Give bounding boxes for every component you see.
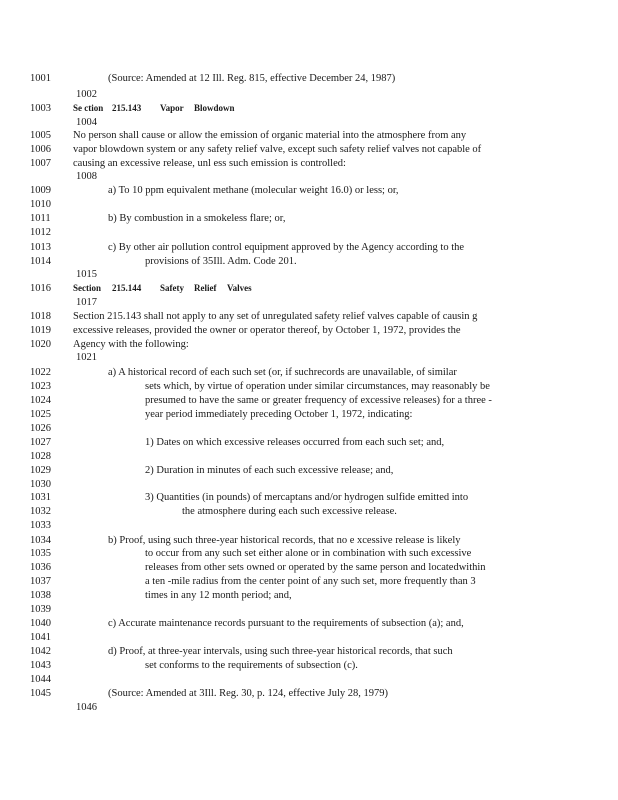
line-1046 xyxy=(0,701,618,714)
line-number: 1036 xyxy=(30,562,51,573)
line-number: 1011 xyxy=(30,213,51,224)
line-1043 xyxy=(0,659,618,672)
line-1044 xyxy=(0,673,618,686)
line-1021 xyxy=(0,351,618,364)
line-number: 1013 xyxy=(30,242,51,253)
line-1033 xyxy=(0,519,618,532)
line-number: 1046 xyxy=(76,702,97,713)
paragraph-text: Section 215.143 shall not apply to any set of unregulated safety relief valves capable of causin g xyxy=(73,311,478,322)
section-number: 215.143 xyxy=(112,103,142,113)
line-1024 xyxy=(0,394,618,407)
section-title-word: Vapor xyxy=(160,103,184,113)
line-number: 1007 xyxy=(30,158,51,169)
line-1022 xyxy=(0,366,618,379)
line-1041 xyxy=(0,631,618,644)
paragraph-text: causing an excessive release, unl ess such emission is controlled: xyxy=(73,158,346,169)
paragraph-text: No person shall cause or allow the emission of organic material into the atmosphere from any xyxy=(73,130,467,141)
section-number: 215.144 xyxy=(112,283,142,293)
line-number: 1035 xyxy=(30,548,51,559)
line-1013 xyxy=(0,241,618,254)
line-number: 1026 xyxy=(30,423,51,434)
line-number: 1038 xyxy=(30,590,51,601)
line-number: 1004 xyxy=(76,117,97,128)
section-label: Section xyxy=(73,283,101,293)
line-1037 xyxy=(0,575,618,588)
section-title-word: Relief xyxy=(194,283,217,293)
line-1003 xyxy=(0,102,618,115)
sub-item-continuation: the atmosphere during each such excessive release. xyxy=(182,506,397,517)
line-number: 1012 xyxy=(30,227,51,238)
sub-item-2: 2) Duration in minutes of each such excessive release; and, xyxy=(145,465,394,476)
line-1027 xyxy=(0,436,618,449)
list-item-continuation: provisions of 35Ill. Adm. Code 201. xyxy=(145,256,297,267)
line-number: 1044 xyxy=(30,674,51,685)
line-number: 1040 xyxy=(30,618,51,629)
line-number: 1024 xyxy=(30,395,51,406)
line-number: 1031 xyxy=(30,492,51,503)
line-1002 xyxy=(0,88,618,101)
line-number: 1032 xyxy=(30,506,51,517)
list-item-continuation: times in any 12 month period; and, xyxy=(145,590,292,601)
line-number: 1034 xyxy=(30,535,51,546)
list-item-c: c) Accurate maintenance records pursuant to the requirements of subsection (a); and, xyxy=(108,618,464,629)
line-number: 1037 xyxy=(30,576,51,587)
line-1006 xyxy=(0,143,618,156)
line-number: 1008 xyxy=(76,171,97,182)
line-1015 xyxy=(0,268,618,281)
line-1032 xyxy=(0,505,618,518)
line-number: 1021 xyxy=(76,352,97,363)
line-1008 xyxy=(0,170,618,183)
list-item-d: d) Proof, at three-year intervals, using such three-year historical records, that such xyxy=(108,646,453,657)
line-1034 xyxy=(0,534,618,547)
line-1035 xyxy=(0,547,618,560)
line-number: 1003 xyxy=(30,103,51,114)
line-1036 xyxy=(0,561,618,574)
list-item-continuation: presumed to have the same or greater frequency of excessive releases) for a three - xyxy=(145,395,492,406)
line-number: 1028 xyxy=(30,451,51,462)
line-1014 xyxy=(0,255,618,268)
line-1038 xyxy=(0,589,618,602)
line-number: 1016 xyxy=(30,283,51,294)
line-number: 1042 xyxy=(30,646,51,657)
source-note: (Source: Amended at 3Ill. Reg. 30, p. 124, effective July 28, 1979) xyxy=(108,688,389,699)
line-number: 1002 xyxy=(76,89,97,100)
line-number: 1023 xyxy=(30,381,51,392)
line-1031 xyxy=(0,491,618,504)
line-number: 1039 xyxy=(30,604,51,615)
list-item-continuation: to occur from any such set either alone or in combination with such excessive xyxy=(145,548,472,559)
paragraph-text: Agency with the following: xyxy=(73,339,189,350)
list-item-b: b) By combustion in a smokeless flare; or, xyxy=(108,213,286,224)
line-1025 xyxy=(0,408,618,421)
line-1023 xyxy=(0,380,618,393)
line-1019 xyxy=(0,324,618,337)
line-1007 xyxy=(0,157,618,170)
line-number: 1014 xyxy=(30,256,51,267)
line-number: 1025 xyxy=(30,409,51,420)
line-1016 xyxy=(0,282,618,295)
line-number: 1015 xyxy=(76,269,97,280)
section-label: Se ction xyxy=(73,103,104,113)
line-number: 1020 xyxy=(30,339,51,350)
line-1040 xyxy=(0,617,618,630)
list-item-a: a) To 10 ppm equivalent methane (molecular weight 16.0) or less; or, xyxy=(108,185,399,196)
list-item-continuation: releases from other sets owned or operated by the same person and locatedwithin xyxy=(145,562,486,573)
list-item-continuation: a ten -mile radius from the center point of any such set, more frequently than 3 xyxy=(145,576,476,587)
line-number: 1005 xyxy=(30,130,51,141)
list-item-b: b) Proof, using such three-year historical records, that no e xcessive release is likely xyxy=(108,535,461,546)
line-number: 1018 xyxy=(30,311,51,322)
line-1001 xyxy=(0,72,618,85)
sub-item-3: 3) Quantities (in pounds) of mercaptans and/or hydrogen sulfide emitted into xyxy=(145,492,469,503)
line-number: 1027 xyxy=(30,437,51,448)
line-number: 1043 xyxy=(30,660,51,671)
line-number: 1001 xyxy=(30,73,51,84)
list-item-continuation: sets which, by virtue of operation under similar circumstances, may reasonably be xyxy=(145,381,490,392)
paragraph-text: excessive releases, provided the owner or operator thereof, by October 1, 1972, provides the xyxy=(73,325,461,336)
line-number: 1030 xyxy=(30,479,51,490)
line-1017 xyxy=(0,296,618,309)
line-1011 xyxy=(0,212,618,225)
line-1004 xyxy=(0,116,618,129)
line-1028 xyxy=(0,450,618,463)
line-number: 1017 xyxy=(76,297,97,308)
line-1030 xyxy=(0,478,618,491)
line-number: 1006 xyxy=(30,144,51,155)
section-title-word: Safety xyxy=(160,283,184,293)
line-1042 xyxy=(0,645,618,658)
line-1005 xyxy=(0,129,618,142)
section-title-word: Blowdown xyxy=(194,103,235,113)
source-note: (Source: Amended at 12 Ill. Reg. 815, effective December 24, 1987) xyxy=(108,73,396,84)
line-number: 1009 xyxy=(30,185,51,196)
list-item-c: c) By other air pollution control equipment approved by the Agency according to the xyxy=(108,242,465,253)
line-1045 xyxy=(0,687,618,700)
line-1012 xyxy=(0,226,618,239)
list-item-continuation: set conforms to the requirements of subsection (c). xyxy=(145,660,358,671)
line-1020 xyxy=(0,338,618,351)
line-number: 1041 xyxy=(30,632,51,643)
line-number: 1029 xyxy=(30,465,51,476)
line-number: 1010 xyxy=(30,199,51,210)
section-title-word: Valves xyxy=(227,283,252,293)
list-item-a: a) A historical record of each such set (or, if suchrecords are unavailable, of similar xyxy=(108,367,457,378)
sub-item-1: 1) Dates on which excessive releases occurred from each such set; and, xyxy=(145,437,445,448)
list-item-continuation: year period immediately preceding October 1, 1972, indicating: xyxy=(145,409,413,420)
line-1026 xyxy=(0,422,618,435)
line-number: 1033 xyxy=(30,520,51,531)
line-1029 xyxy=(0,464,618,477)
line-number: 1045 xyxy=(30,688,51,699)
line-number: 1019 xyxy=(30,325,51,336)
line-1009 xyxy=(0,184,618,197)
line-1018 xyxy=(0,310,618,323)
paragraph-text: vapor blowdown system or any safety relief valve, except such safety relief valves not capable of xyxy=(73,144,482,155)
line-number: 1022 xyxy=(30,367,51,378)
line-1039 xyxy=(0,603,618,616)
line-1010 xyxy=(0,198,618,211)
